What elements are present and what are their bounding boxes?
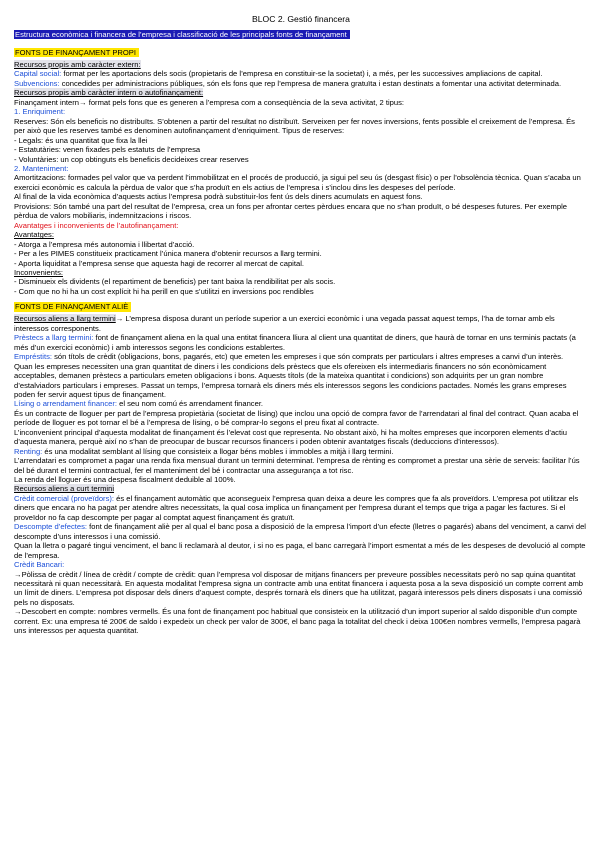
amortitzacions-paragraph: Amortitzacions: formades pel valor que va perdent l’immobilitzat en el procés de producció, ja sigui pel seu ús (desgast físic) o per l’obsolència tècnica. Quan s’acaba un exercici econòmic es calcula la pèrdua de valor que s’ha produït en els actius de l’empresa i s’inclou dins les despeses del període. [14, 173, 581, 192]
bond-term: Empréstits: [14, 352, 52, 362]
discount-paragraph-2: Quan la lletra o pagaré tingui venciment, el banc li reclamarà al deutor, i si no es paga, el banc carregarà l’import esmentat a més de les despeses de devolució al compte de l’empresa. [14, 541, 586, 560]
reserves-item: - Estatutàries: venen fixades pels estatuts de l’empresa [14, 145, 201, 155]
leasing-paragraph-2: És un contracte de lloguer per part de l’empresa propietària (societat de lísing) que inclou una opció de compra favor de l’arrendatari al final del contract. Quan acaba el període de lloguer es pot tornar el bé a l’empresa de lísing, o bé comprar-lo segons el preu fixat al contracte. [14, 408, 579, 428]
main-heading: Estructura econòmica i financera de l’empresa i classificació de les principals fonts de finançament [14, 30, 350, 39]
renting-paragraph-2: L’arrendatari es compromet a pagar una renda fixa mensual durant un termini determinat. l’empresa de rènting es compromet a prestar una sèrie de serveis: facilitar l’ús del bé durant el termini contractual, fer el manteniment del bé i contractar una assegurança a tot risc. [14, 456, 580, 475]
advantage-item: - Atorga a l’empresa més autonomia i llibertat d’acció. [14, 239, 195, 249]
long-term-paragraph [14, 314, 588, 333]
amortitzacions-paragraph-2: Al final de la vida econòmica d’aquests actius l’empresa podrà substituir-los fent ús dels diners acumulats en aquest fons. [14, 192, 423, 202]
long-term-heading: Recursos aliens a llarg termini [14, 314, 116, 324]
subvencions-paragraph [14, 79, 588, 88]
enrich-heading: 1. Enriquiment: [14, 107, 66, 117]
short-term-heading: Recursos aliens a curt termini [14, 484, 115, 494]
long-term-text: → L’empresa disposa durant un període superior a un exercici econòmic i una vegada passat aquest temps, l’ha de tornar amb els interessos corresponents. [14, 314, 555, 333]
bank-credit-heading: Crèdit Bancari: [14, 560, 65, 570]
bond-paragraph [14, 352, 588, 361]
capital-paragraph [14, 69, 588, 78]
advantage-item: - Per a les PIMES constitueix practicament l’única manera d’obtenir recursos a llarg termini. [14, 249, 322, 259]
external-own-heading: Recursos propis amb caràcter extern: [14, 60, 141, 69]
loan-term: Prèstecs a llarg termini: [14, 333, 94, 343]
leasing-text: el seu nom comú és arrendament financer. [117, 399, 264, 409]
loan-paragraph [14, 333, 588, 352]
internal-own-heading: Recursos propis amb caràcter intern o autofinançament: [14, 88, 204, 98]
subvencions-term: Subvencions: [14, 78, 60, 88]
bond-text: són títols de crèdit (obligacions, bons, pagarés, etc) que emeten les empreses i que són comprats per particulars i altres empreses a canvi d’un interès. [51, 352, 564, 362]
external-funds-heading: FONTS DE FINANÇAMENT ALIÈ [14, 302, 131, 311]
disadvantage-item: - Com que no hi ha un cost explícit hi ha perill en que s’utilitzi en inversions poc rendibles [14, 286, 314, 296]
renting-paragraph [14, 447, 588, 456]
disadvantages-label: Inconvenients: [14, 267, 63, 277]
advantage-item: - Aporta liquiditat a l’empresa sense que aquesta hagi de recorrer al mercat de capital. [14, 258, 304, 268]
supplier-paragraph [14, 494, 588, 522]
renting-paragraph-3: La renda del lloguer és una despesa fiscalment deduible al 100%. [14, 475, 236, 485]
reserves-paragraph: Reserves: Són els beneficis no distribuïts. S’obtenen a partir del resultat no distribuït. Serveixen per fer noves inversions, fents possible el creixement de l’empresa. És per això que les reserves també es denominen autofinançament d’enriquiment. Tipus de reserves: [14, 116, 575, 136]
renting-term: Renting: [14, 446, 43, 456]
discount-text: font de finançament aliè per al qual el banc posa a disposició de la empresa l’import d’un efecte (lletres o pagarés) abans del venciment, a canvi del descompte d’uns interessos i una comissió. [14, 522, 586, 541]
overdraft-paragraph: →Descobert en compte: nombres vermells. És una font de finançament poc habitual que consisteix en la utilització d’un import superior al saldo disponible d’un compte corrent. Ex: una empresa té 200€ de saldo i expedeix un check per valor de 300€, el banc paga la totalitat del check i deixa 100€en nombres vermells, l’empresa pagarà uns interessos per aquesta quantitat. [14, 607, 581, 636]
maint-heading: 2. Manteniment: [14, 163, 69, 173]
internal-intro: Finançament intern→ format pels fons que es generen a l’empresa com a conseqüència de la seva activitat, 2 tipus: [14, 97, 405, 107]
leasing-term: Lísing o arrendament financer: [14, 399, 117, 409]
own-funds-heading: FONTS DE FINANÇAMENT PROPI [14, 48, 139, 57]
page-title: BLOC 2. Gestió financera [252, 14, 350, 24]
supplier-text: és el finançament automàtic que aconsegueix l’empresa quan deixa a deure les compres que fa als proveïdors. L’empresa pot utilitzar els diners que encara no ha pagat per atendre altres necessitats, la qual cosa implica un finançament per l’empresa durant el temps que triga a pagar les factures. Si el proveïdor no fa cap descompte per pagar al comptat aquest finançament és gratuït. [14, 493, 579, 522]
advantages-label: Avantatges: [14, 230, 54, 240]
leasing-paragraph-3: L’inconvenient principal d’aquesta modalitat de finançament és l’elevat cost que representa. No obstant això, hi ha moltes empreses que incorporen elements d’actiu d’aquesta manera, perquè així no s’han de preocupar de buscar recursos financers i poden obtenir avantatges fiscals (deduccions d’interessos). [14, 427, 567, 447]
capital-term: Capital social: [14, 69, 62, 79]
leasing-paragraph [14, 399, 588, 408]
subvencions-text: concedides per administracions públiques, són els fons que rep l’empresa de manera gratuïta i estan destinats a fomentar una activitat determinada. [59, 78, 562, 88]
advantages-heading: Avantatges i inconvenients de l’autofinançament: [14, 220, 179, 230]
discount-term: Descompte d’efectes: [14, 522, 88, 532]
provisions-paragraph: Provisions: Són també una part del resultat de l’empresa, crea un fons per afrontar certes pèrdues encara que no s’han produït, o bé despeses futures. Per exemple pèrdua de valors mobiliaris, indemnitzacions i riscos. [14, 201, 567, 221]
supplier-term: Crèdit comercial (proveïdors): [14, 493, 115, 503]
reserves-item: - Legals: és una quantitat que fixa la llei [14, 135, 148, 145]
loan-text: font de finançament aliena en la qual una entitat financera lliura al client una quantitat de diners, que haurà de tornar en uns terminis pactats (a més d’un exercici econòmic) i amb interessos segons les condicions establertes. [14, 333, 576, 352]
disadvantage-item: - Disminueix els dividents (el repartiment de beneficis) per tant baixa la rendibilitat per als socis. [14, 277, 336, 287]
discount-paragraph [14, 522, 588, 541]
reserves-item: - Voluntàries: un cop obtinguts els beneficis decideixes crear reserves [14, 154, 249, 164]
bond-paragraph-2: Quan les empreses necessiten una gran quantitat de diners i les condicions dels prèstecs que els ofereixen els intermediaris financers no són econòmicament acceptables, demanen prèstecs a particulars emeten obligacions i bons. Aquests títols (de la mateixa quantitat i condicions) son adquirits per un gran nombre d’estalviadors particulars i empreses. Passat un temps, l’empresa tornarà els diners més els interessos segons les condicions pactades. Només les grans empreses poden fer servir aquest tipus de finançament. [14, 361, 567, 399]
capital-text: format per les aportacions dels socis (propietaris de l’empresa en constituir-se la societat) i, a més, per les successives ampliacions de capital. [61, 69, 543, 79]
bank-credit-paragraph: →Pòlissa de crèdit / línea de crèdit / compte de crèdit: quan l’empresa vol disposar de mitjans financers per preveure possibles necessitats però no sap quina quantitat necessitarà ni quan necessitarà. En aquesta modalitat l’empresa signa un contracte amb una entitat financera i aquesta posa a la seva disposició un compte corrent amb un límit de diners. L’empresa pot disposar dels diners d’aquest compte, després tornarà els diners que ha utilitzat, pagarà interessos pels diners disposats i una comissió pels no disposats. [14, 569, 584, 607]
renting-text: és una modalitat semblant al lísing que consisteix a llogar béns mobles i immobles a mitjà i llarg termini. [42, 446, 394, 456]
